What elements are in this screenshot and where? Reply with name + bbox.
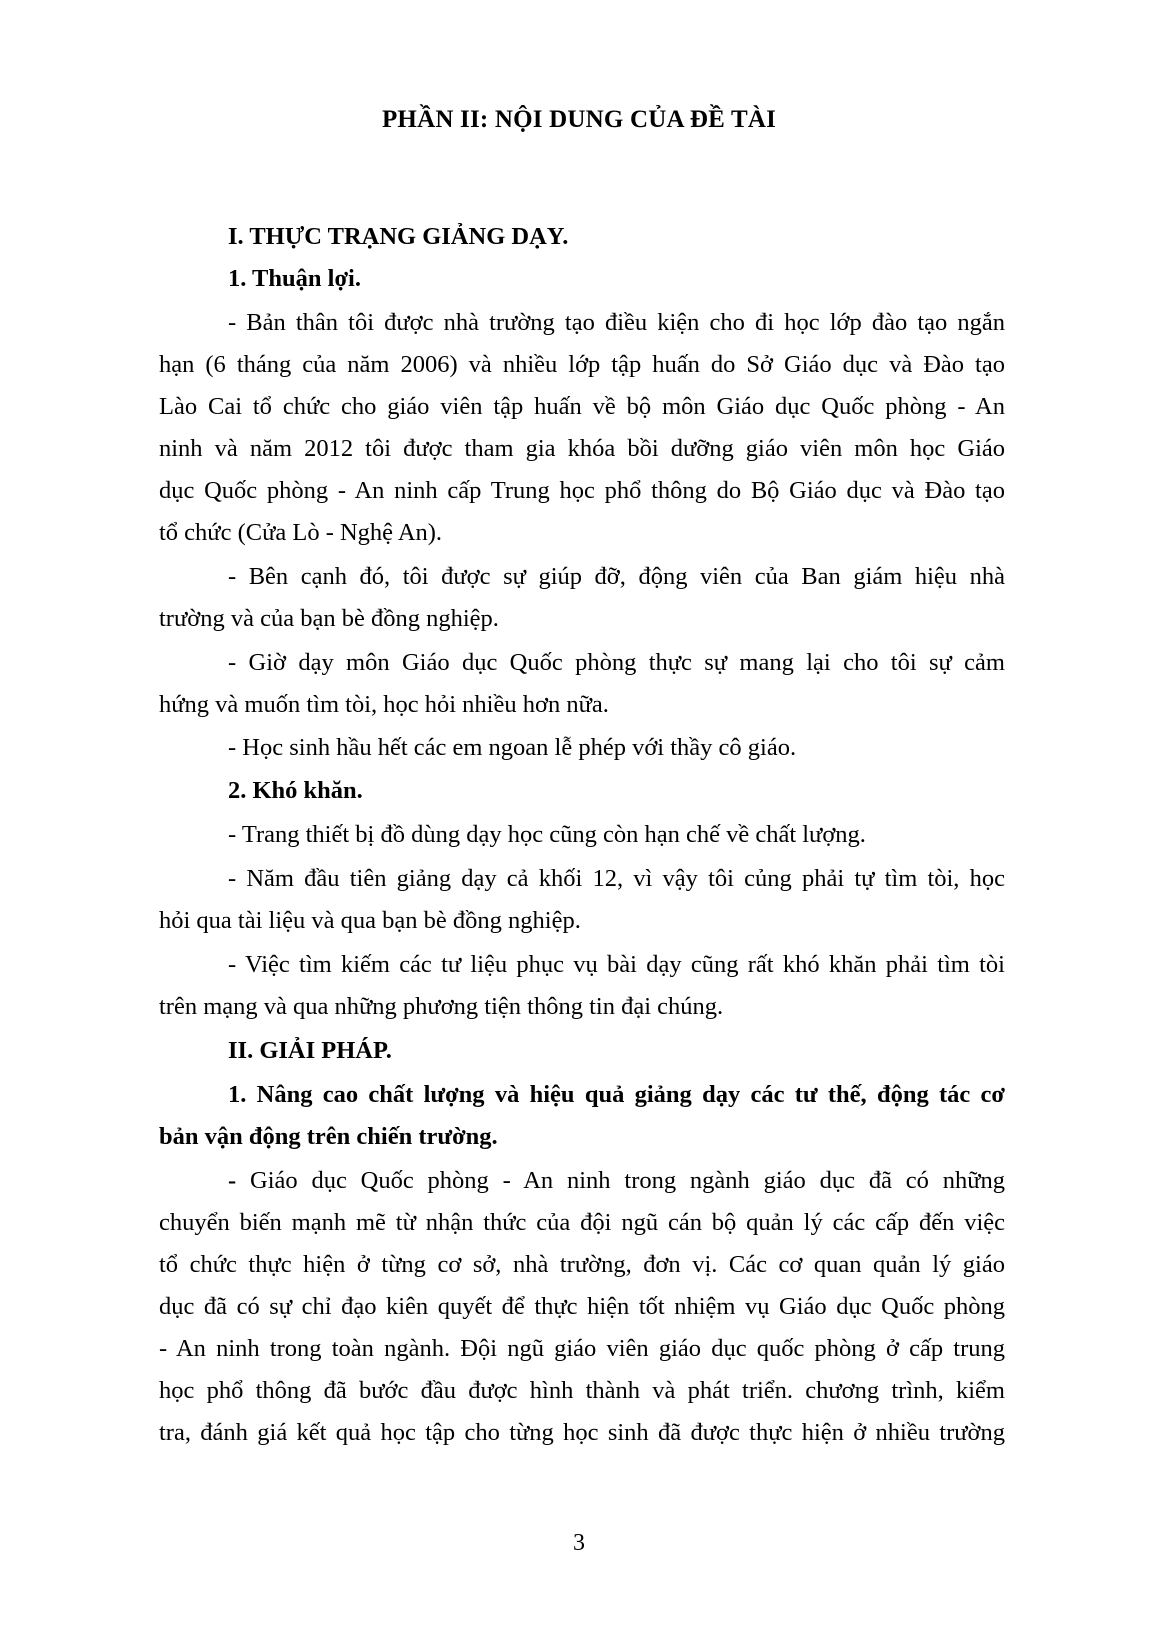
paragraph-line: hỏi qua tài liệu và qua bạn bè đồng nghiệp.	[159, 907, 581, 934]
paragraph-line: trường và của bạn bè đồng nghiệp.	[159, 605, 499, 632]
paragraph-line: học phổ thông đã bước đầu được hình thành và phát triển. chương trình, kiểm	[159, 1377, 1005, 1404]
paragraph-line: tổ chức thực hiện ở từng cơ sở, nhà trường, đơn vị. Các cơ quan quản lý giáo	[159, 1251, 1005, 1278]
paragraph-line	[228, 1166, 1005, 1196]
paragraph-line: - Học sinh hầu hết các em ngoan lễ phép với thầy cô giáo.	[228, 734, 797, 761]
paragraph-line: chuyển biến mạnh mẽ từ nhận thức của đội ngũ cán bộ quản lý các cấp đến việc	[159, 1209, 1005, 1236]
subheading-solution-1: 1. Nâng cao chất lượng và hiệu quả giảng dạy các tư thế, động tác cơ	[228, 1081, 1005, 1108]
subheading-solution-1: bản vận động trên chiến trường.	[159, 1123, 498, 1150]
paragraph-line: hạn (6 tháng của năm 2006) và nhiều lớp tập huấn do Sở Giáo dục và Đào tạo	[159, 351, 1005, 378]
subheading-advantages: 1. Thuận lợi.	[228, 265, 361, 292]
paragraph-line: tổ chức (Cửa Lò - Nghệ An).	[159, 519, 443, 546]
paragraph-line-text: Giáo dục Quốc phòng - An ninh trong ngành giáo dục đã có những	[236, 1167, 1005, 1194]
page-number: 3	[573, 1530, 585, 1556]
page-title: PHẦN II: NỘI DUNG CỦA ĐỀ TÀI	[381, 106, 777, 133]
subheading-difficulties: 2. Khó khăn.	[228, 777, 363, 804]
paragraph-line: - Trang thiết bị đồ dùng dạy học cũng còn hạn chế về chất lượng.	[228, 821, 866, 848]
paragraph-line: - Năm đầu tiên giảng dạy cả khối 12, vì vậy tôi củng phải tự tìm tòi, học	[228, 865, 1005, 892]
paragraph-line: dục Quốc phòng - An ninh cấp Trung học phổ thông do Bộ Giáo dục và Đào tạo	[159, 477, 1005, 504]
paragraph-line: - An ninh trong toàn ngành. Đội ngũ giáo viên giáo dục quốc phòng ở cấp trung	[159, 1335, 1005, 1362]
paragraph-line: - Bên cạnh đó, tôi được sự giúp đỡ, động viên của Ban giám hiệu nhà	[228, 563, 1005, 590]
paragraph-line: dục đã có sự chỉ đạo kiên quyết để thực hiện tốt nhiệm vụ Giáo dục Quốc phòng	[159, 1293, 1005, 1320]
paragraph-line: tra, đánh giá kết quả học tập cho từng học sinh đã được thực hiện ở nhiều trường	[159, 1419, 1005, 1446]
paragraph-line: Lào Cai tổ chức cho giáo viên tập huấn về bộ môn Giáo dục Quốc phòng - An	[159, 393, 1005, 420]
paragraph-line: - Việc tìm kiếm các tư liệu phục vụ bài dạy cũng rất khó khăn phải tìm tòi	[228, 951, 1005, 978]
paragraph-line: - Bản thân tôi được nhà trường tạo điều kiện cho đi học lớp đào tạo ngắn	[228, 309, 1005, 336]
paragraph-line: hứng và muốn tìm tòi, học hỏi nhiều hơn nữa.	[159, 691, 609, 718]
paragraph-line: trên mạng và qua những phương tiện thông tin đại chúng.	[159, 993, 724, 1020]
paragraph-line: ninh và năm 2012 tôi được tham gia khóa bồi dưỡng giáo viên môn học Giáo	[159, 435, 1005, 462]
section-heading-solutions: II. GIẢI PHÁP.	[228, 1037, 392, 1064]
paragraph-line: - Giờ dạy môn Giáo dục Quốc phòng thực sự mang lại cho tôi sự cảm	[228, 649, 1005, 676]
section-heading-current-situation: I. THỰC TRẠNG GIẢNG DẠY.	[228, 223, 569, 250]
bold-dash: -	[228, 1167, 237, 1194]
